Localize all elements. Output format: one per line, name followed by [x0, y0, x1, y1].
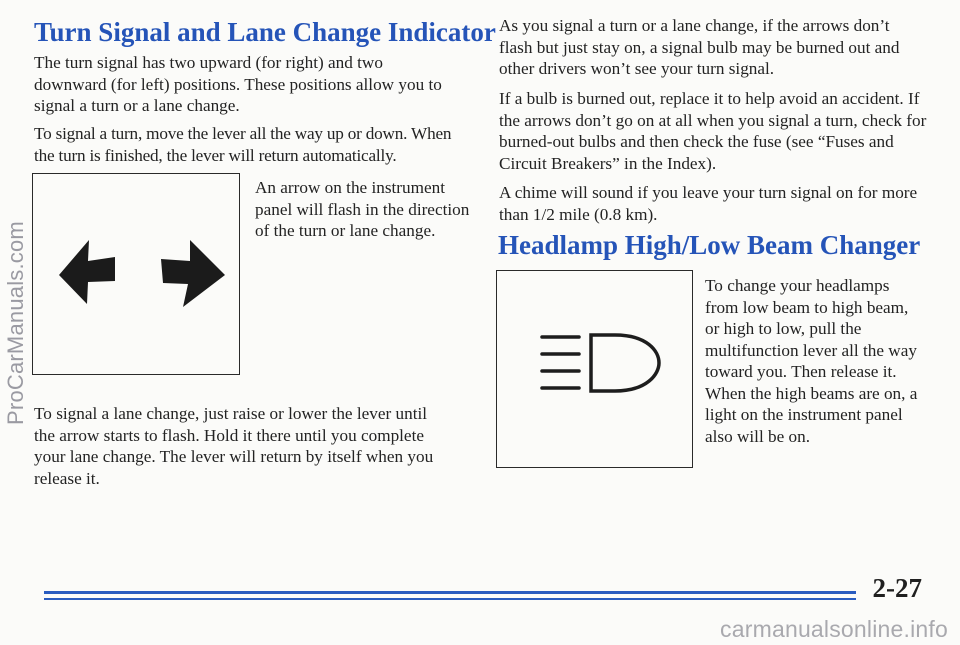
- turn-signal-figure: [32, 173, 240, 375]
- side-watermark: [0, 0, 36, 645]
- page-number: 2-27: [872, 573, 922, 603]
- chime-note: A chime will sound if you leave your turn signal on for more than 1/2 mile (0.8 km).: [499, 183, 918, 224]
- footer-rule-thin: [44, 598, 856, 600]
- footer-rule-thick: [44, 591, 856, 594]
- high-beam-figure: [496, 270, 693, 468]
- headlamp-caption: To change your headlamps from low beam to high beam, or high to low, pull the multifunction lever all the way toward you. Then release it. When the high beams are on, a light on the instrument panel also will be on.: [705, 276, 918, 446]
- lane-change-instructions: To signal a lane change, just raise or lower the lever until the arrow starts to flash. Hold it there until you complete your lane change. The lever will return by itself when you release it.: [34, 404, 434, 488]
- replace-bulb-note: If a bulb is burned out, replace it to help avoid an accident. If the arrows don’t go on at all when you signal a turn, check for burned-out bulbs and then check the fuse (see “Fuses and Circuit Breakers” in the Index).: [499, 89, 927, 173]
- turn-signal-intro: The turn signal has two upward (for right) and two downward (for left) positions. These positions allow you to signal a turn or a lane change.: [34, 53, 442, 115]
- side-watermark-text: ProCarManuals.com: [3, 220, 29, 425]
- bottom-watermark: carmanualsonline.info: [720, 616, 948, 642]
- high-beam-icon: [497, 271, 692, 467]
- turn-signal-instructions: To signal a turn, move the lever all the way up or down. When the turn is finished, the lever will return automatically.: [34, 124, 452, 165]
- turn-signal-arrows-icon: [33, 174, 239, 374]
- headlamp-heading: Headlamp High/Low Beam Changer: [498, 230, 921, 260]
- turn-signal-heading: Turn Signal and Lane Change Indicator: [34, 17, 496, 47]
- burned-out-bulb-note: As you signal a turn or a lane change, if the arrows don’t flash but just stay on, a signal bulb may be burned out and other drivers won’t see your turn signal.: [499, 16, 900, 78]
- turn-signal-figure-caption: An arrow on the instrument panel will flash in the direction of the turn or lane change.: [255, 178, 470, 240]
